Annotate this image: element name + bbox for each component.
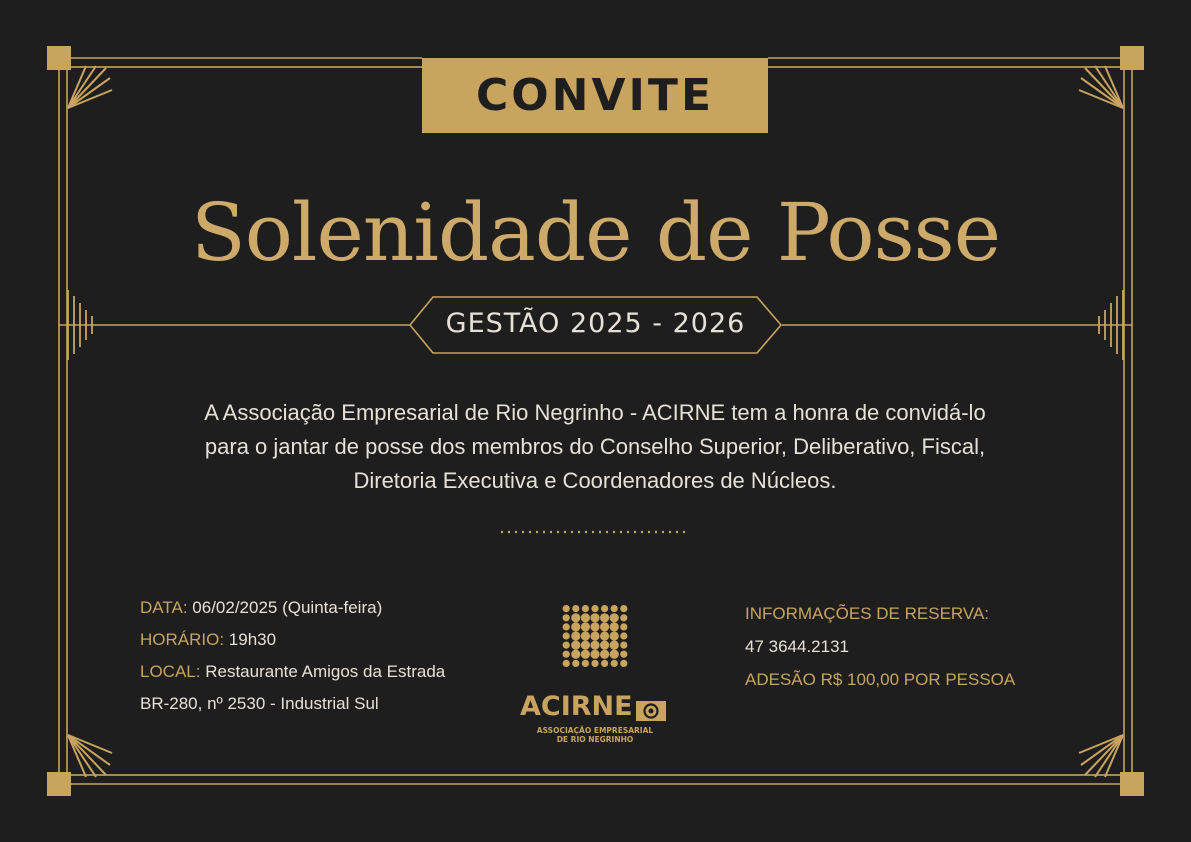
sunburst-corner-icon [68,66,112,108]
event-details [140,595,445,723]
gestao-period: GESTÃO 2025 - 2026 [445,308,746,339]
invitation-line: Diretoria Executiva e Coordenadores de Núcleos. [353,468,837,493]
reservation-heading: INFORMAÇÕES DE RESERVA: [745,604,990,623]
place-label: LOCAL: [140,662,201,681]
logo-subtitle-line: DE RIO NEGRINHO [556,735,634,744]
acirne-diamond-logo-icon [563,605,628,667]
logo-wordmark: ACIRNE [520,691,633,722]
convite-badge [422,58,768,133]
sunburst-corner-icon [68,735,112,777]
place-value: Restaurante Amigos da Estrada [205,662,446,681]
date-row [140,595,445,627]
date-value: 06/02/2025 (Quinta-feira) [192,598,383,617]
logo-subtitle [520,726,670,744]
time-row [140,627,445,659]
invitation-line: A Associação Empresarial de Rio Negrinho - ACIRNE tem a honra de convidá-lo [204,400,986,425]
invitation-text [140,396,1050,498]
invitation-line: para o jantar de posse dos membros do Conselho Superior, Deliberativo, Fiscal, [204,434,986,459]
event-title: Solenidade de Posse [190,186,1001,279]
place-row [140,659,445,691]
date-label: DATA: [140,598,188,617]
time-label: HORÁRIO: [140,630,225,649]
address-row [140,691,445,723]
sunburst-corner-icon [1079,66,1123,108]
time-value: 19h30 [228,630,277,649]
logo-subtitle-line: ASSOCIAÇÃO EMPRESARIAL [536,726,654,735]
sunburst-corner-icon [1079,735,1123,777]
reservation-info [745,601,1015,700]
address-value: BR-280, nº 2530 - Industrial Sul [140,694,379,713]
reservation-phone: 47 3644.2131 [745,637,849,656]
convite-label: CONVITE [475,70,714,121]
reservation-fee: ADESÃO R$ 100,00 POR PESSOA [745,670,1016,689]
